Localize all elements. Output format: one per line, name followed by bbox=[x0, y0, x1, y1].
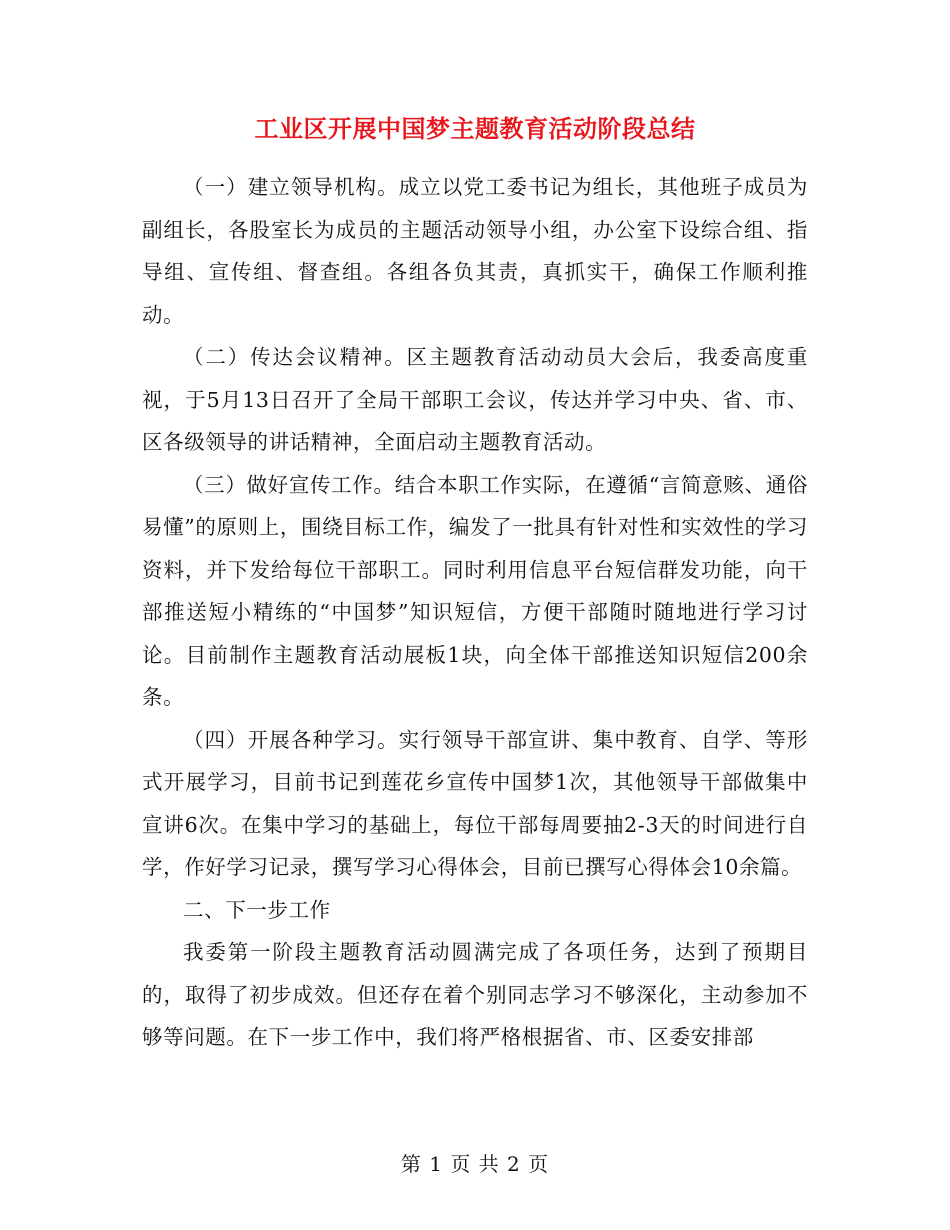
page-footer: 第 1 页 共 2 页 bbox=[400, 1152, 550, 1176]
paragraph-study: （四）开展各种学习。实行领导干部宣讲、集中教育、自学、等形式开展学习，目前书记到莲花乡宣传中国梦1次，其他领导干部做集中宣讲6次。在集中学习的基础上，每位干部每周要抽2-3天的时间进行自学，作好学习记录，撰写学习心得体会，目前已撰写心得体会10余篇。 bbox=[142, 727, 808, 879]
paragraph-meeting: （二）传达会议精神。区主题教育活动动员大会后，我委高度重视，于5月13日召开了全局干部职工会议，传达并学习中央、省、市、区各级领导的讲话精神，全面启动主题教育活动。 bbox=[142, 345, 808, 454]
paragraph-publicity: （三）做好宣传工作。结合本职工作实际，在遵循“言简意赅、通俗易懂”的原则上，围绕目标工作，编发了一批具有针对性和实效性的学习资料，并下发给每位干部职工。同时利用信息平台短信群发功能，向干部推送短小精练的“中国梦”知识短信，方便干部随时随地进行学习讨论。目前制作主题教育活动展板1块，向全体干部推送知识短信200余条。 bbox=[142, 472, 808, 709]
paragraph-leadership: （一）建立领导机构。成立以党工委书记为组长，其他班子成员为副组长，各股室长为成员的主题活动领导小组，办公室下设综合组、指导组、宣传组、督查组。各组各负其责，真抓实干，确保工作顺利推动。 bbox=[142, 175, 808, 327]
section-heading-next-steps: 二、下一步工作 bbox=[183, 897, 331, 922]
document-body bbox=[142, 166, 808, 1059]
document-title: 工业区开展中国梦主题教育活动阶段总结 bbox=[254, 114, 696, 143]
paragraph-next-steps: 我委第一阶段主题教育活动圆满完成了各项任务，达到了预期目的，取得了初步成效。但还存在着个别同志学习不够深化，主动参加不够等问题。在下一步工作中，我们将严格根据省、市、区委安排部 bbox=[142, 940, 808, 1049]
